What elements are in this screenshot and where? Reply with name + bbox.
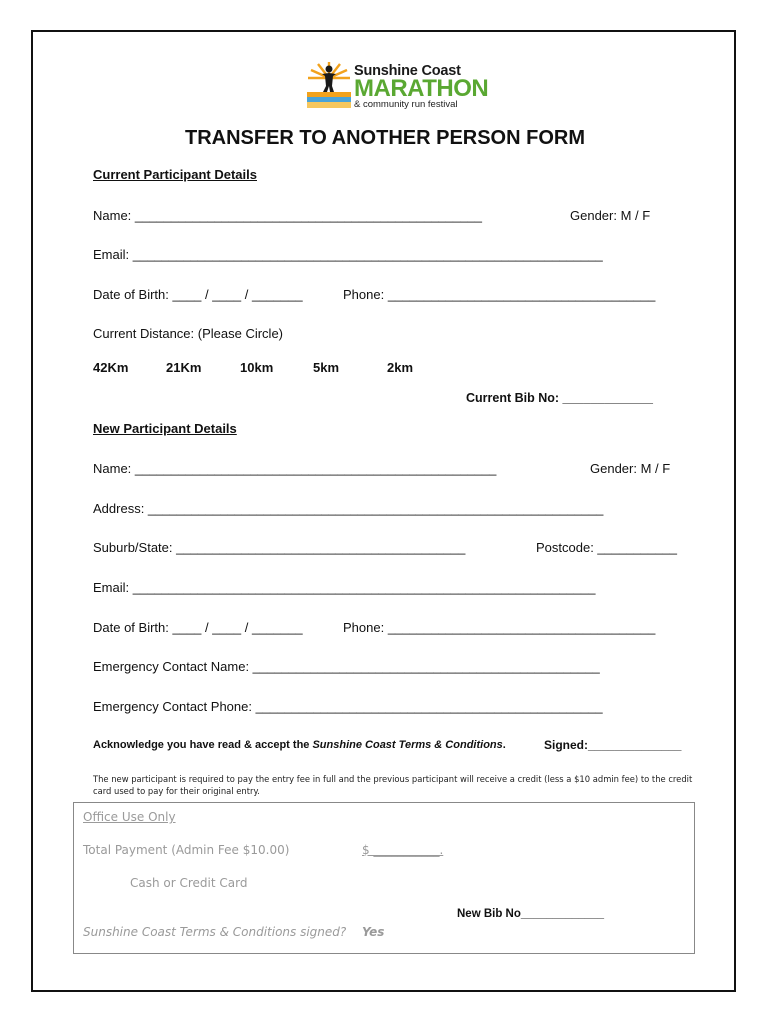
distance-option-21km[interactable]: 21Km	[166, 360, 202, 375]
current-gender-field[interactable]: Gender: M / F	[570, 208, 651, 223]
logo-line-3: & community run festival	[354, 99, 458, 110]
transfer-note-line-1: The new participant is required to pay the entry fee in full and the previous participant will receive a credit (less a $10 admin fee) to the credit	[93, 774, 693, 784]
signed-field[interactable]: Signed:______________	[544, 738, 682, 752]
current-name-field[interactable]: Name: ________________________________________________	[93, 208, 482, 223]
distance-option-2km[interactable]: 2km	[387, 360, 414, 375]
new-address-field[interactable]: Address: _______________________________________________________________	[93, 501, 604, 516]
form-title: TRANSFER TO ANOTHER PERSON FORM	[184, 127, 585, 149]
office-terms-yes: Yes	[362, 925, 385, 939]
acknowledge-line	[93, 739, 506, 751]
office-payment-method: Cash or Credit Card	[130, 876, 248, 890]
marathon-logo	[306, 60, 489, 110]
current-bib-field[interactable]: Current Bib No: _____________	[466, 391, 653, 405]
acknowledge-suffix: .	[502, 739, 506, 751]
new-name-field[interactable]: Name: __________________________________________________	[93, 461, 497, 476]
new-bib-field[interactable]: New Bib No_____________	[457, 908, 605, 920]
new-email-field[interactable]: Email: ________________________________________________________________	[93, 580, 596, 595]
distance-option-10km[interactable]: 10km	[240, 360, 274, 375]
office-use-heading: Office Use Only	[83, 810, 176, 824]
transfer-note-line-2: card used to pay for their original entry.	[93, 786, 260, 796]
office-terms-signed: Sunshine Coast Terms & Conditions signed?	[83, 925, 347, 939]
emergency-contact-name-field[interactable]: Emergency Contact Name: ________________________________________________	[93, 659, 600, 674]
acknowledge-terms: Sunshine Coast Terms & Conditions	[312, 739, 503, 751]
new-gender-field[interactable]: Gender: M / F	[590, 461, 671, 476]
office-amount-field[interactable]: $ ___________.	[362, 843, 444, 857]
new-dob-field[interactable]: Date of Birth: ____ / ____ / _______	[93, 620, 303, 635]
office-total-payment: Total Payment (Admin Fee $10.00)	[83, 843, 290, 857]
new-postcode-field[interactable]: Postcode: ___________	[536, 540, 677, 555]
acknowledge-prefix: Acknowledge you have read & accept the	[93, 739, 313, 751]
current-phone-field[interactable]: Phone: _____________________________________	[343, 287, 656, 302]
emergency-contact-phone-field[interactable]: Emergency Contact Phone: ________________________________________________	[93, 699, 603, 714]
distance-option-5km[interactable]: 5km	[313, 360, 340, 375]
logo-line-1: Sunshine Coast	[354, 63, 461, 79]
new-phone-field[interactable]: Phone: _____________________________________	[343, 620, 656, 635]
sun-runner-icon	[306, 60, 352, 110]
current-dob-field[interactable]: Date of Birth: ____ / ____ / _______	[93, 287, 303, 302]
current-participant-heading: Current Participant Details	[93, 167, 257, 182]
new-participant-heading: New Participant Details	[93, 421, 237, 436]
logo-line-2: MARATHON	[354, 75, 489, 102]
current-distance-label: Current Distance: (Please Circle)	[93, 326, 284, 341]
new-suburb-field[interactable]: Suburb/State: ________________________________________	[93, 540, 466, 555]
current-email-field[interactable]: Email: _________________________________________________________________	[93, 247, 603, 262]
distance-option-42km[interactable]: 42Km	[93, 360, 129, 375]
